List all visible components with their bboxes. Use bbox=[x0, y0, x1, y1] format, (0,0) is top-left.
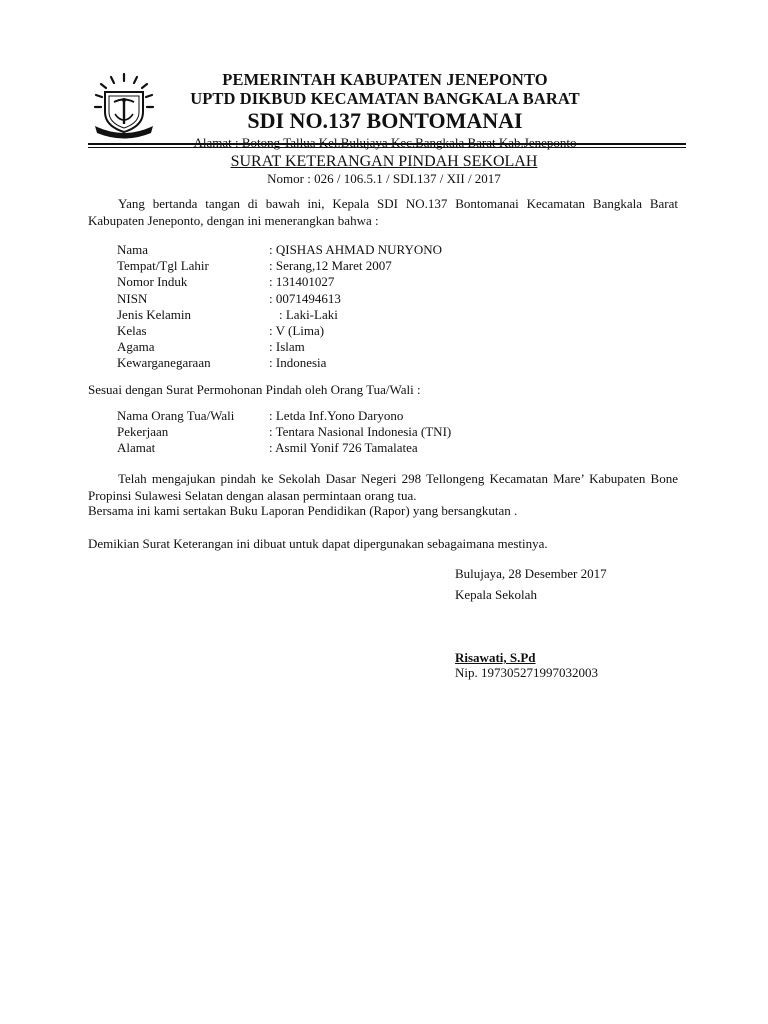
student-value: : Laki-Laki bbox=[279, 306, 338, 322]
letterhead-government: PEMERINTAH KABUPATEN JENEPONTO bbox=[222, 70, 548, 89]
regency-emblem-icon bbox=[91, 70, 157, 140]
student-label: Agama bbox=[117, 339, 155, 355]
student-label: Nomor Induk bbox=[117, 274, 188, 290]
letterhead-divider-thin bbox=[88, 147, 686, 148]
closing-paragraph: Demikian Surat Keterangan ini dibuat untuk dapat dipergunakan sebagaimana mestinya. bbox=[88, 536, 548, 551]
letterhead bbox=[170, 70, 600, 151]
guardian-value: : Asmil Yonif 726 Tamalatea bbox=[269, 440, 418, 456]
student-value: : Islam bbox=[269, 339, 305, 355]
guardian-label: Alamat bbox=[117, 440, 156, 456]
letterhead-school-name: SDI NO.137 BONTOMANAI bbox=[247, 108, 523, 133]
letterhead-divider-thick bbox=[88, 143, 686, 145]
letterhead-address: Alamat : Botong Tallua Kel.Bulujaya Kec.Bangkala Barat Kab.Jeneponto bbox=[193, 135, 577, 150]
student-value: : V (Lima) bbox=[269, 322, 325, 338]
guardian-label: Nama Orang Tua/Wali bbox=[117, 408, 235, 423]
signature-position: Kepala Sekolah bbox=[455, 587, 537, 602]
letter-title bbox=[0, 153, 768, 187]
student-label: Kelas bbox=[117, 322, 147, 338]
signatory-nip: Nip. 197305271997032003 bbox=[455, 665, 598, 680]
transfer-paragraph: Telah mengajukan pindah ke Sekolah Dasar Negeri 298 Tellongeng Kecamatan Mare’ Kabupaten Bone Propinsi Sulawesi Selatan dengan alasan permintaan orang tua. bbox=[88, 471, 678, 503]
request-intro: Sesuai dengan Surat Permohonan Pindah oleh Orang Tua/Wali : bbox=[88, 382, 421, 397]
letter-heading: SURAT KETERANGAN PINDAH SEKOLAH bbox=[230, 153, 538, 170]
letter-number: Nomor : 026 / 106.5.1 / SDI.137 / XII / 2017 bbox=[267, 171, 501, 186]
student-label: Nama bbox=[117, 242, 149, 257]
letterhead-department: UPTD DIKBUD KECAMATAN BANGKALA BARAT bbox=[190, 89, 580, 108]
intro-paragraph: Yang bertanda tangan di bawah ini, Kepala SDI NO.137 Bontomanai Kecamatan Bangkala Barat Kabupaten Jeneponto, dengan ini menerangkan bahwa : bbox=[88, 196, 678, 228]
student-label: Tempat/Tgl Lahir bbox=[117, 258, 209, 274]
signature-block bbox=[455, 565, 607, 680]
student-value: : 131401027 bbox=[269, 274, 335, 290]
student-value: : Indonesia bbox=[269, 355, 327, 371]
student-label: Jenis Kelamin bbox=[117, 306, 192, 322]
signature-place-date: Bulujaya, 28 Desember 2017 bbox=[455, 566, 607, 581]
student-value: : Serang,12 Maret 2007 bbox=[269, 258, 392, 274]
student-value: : QISHAS AHMAD NURYONO bbox=[269, 242, 442, 257]
guardian-value: : Tentara Nasional Indonesia (TNI) bbox=[269, 424, 452, 440]
student-label: Kewarganegaraan bbox=[117, 355, 211, 371]
signatory-name: Risawati, S.Pd bbox=[455, 650, 536, 665]
guardian-label: Pekerjaan bbox=[117, 424, 169, 440]
student-value: : 0071494613 bbox=[269, 290, 341, 306]
attachment-paragraph: Bersama ini kami sertakan Buku Laporan Pendidikan (Rapor) yang bersangkutan . bbox=[88, 503, 518, 518]
student-label: NISN bbox=[117, 290, 148, 306]
guardian-value: : Letda Inf.Yono Daryono bbox=[269, 408, 404, 423]
